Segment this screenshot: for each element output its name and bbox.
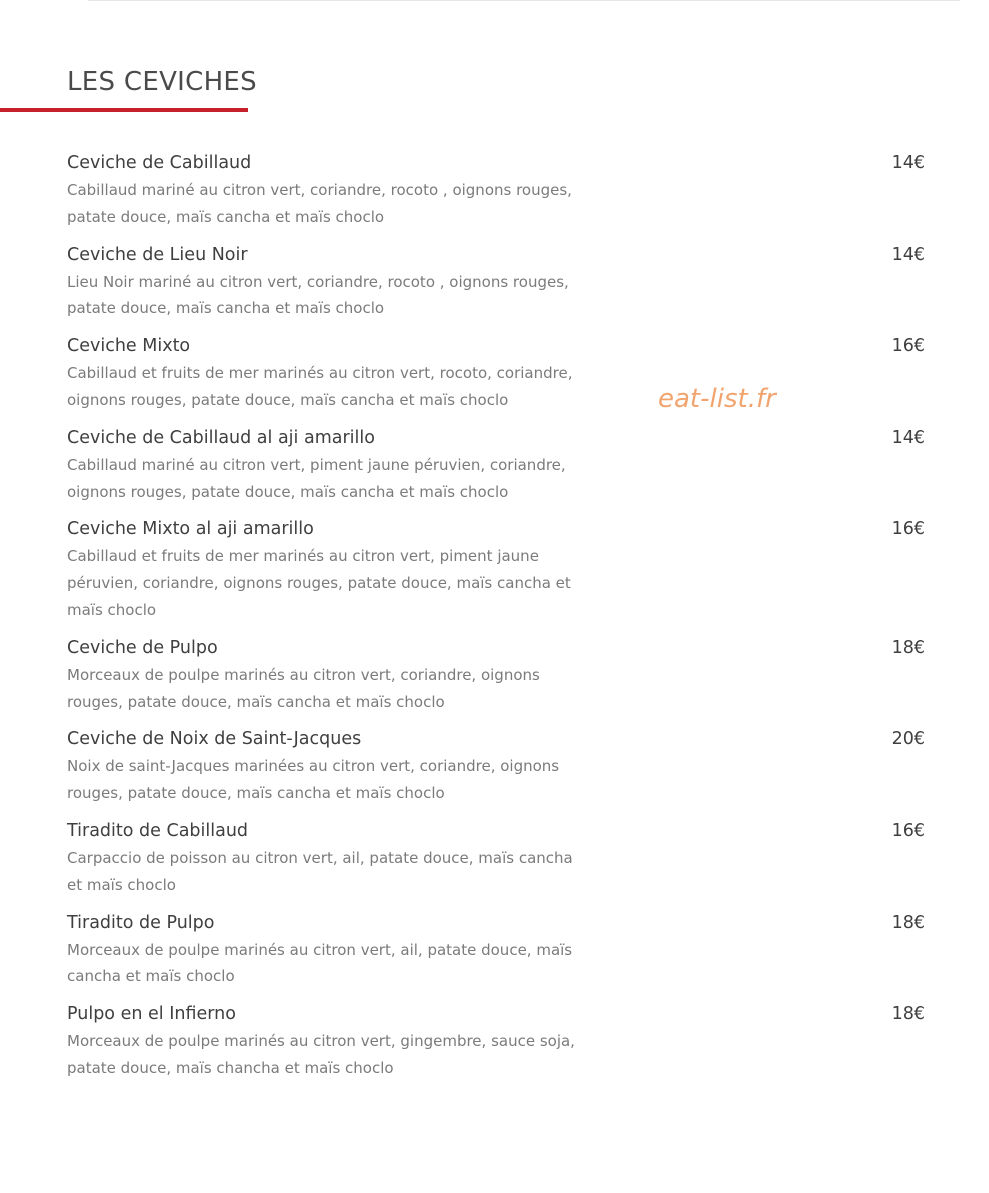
- item-price: 18€: [891, 912, 925, 933]
- item-description: Cabillaud et fruits de mer marinés au citron vert, rocoto, coriandre, oignons rouges, patate douce, maïs cancha et maïs choclo: [67, 364, 573, 409]
- top-divider: [88, 0, 960, 1]
- menu-item: [67, 424, 929, 516]
- item-name: Ceviche de Pulpo: [67, 637, 218, 658]
- menu-list: [67, 149, 929, 1092]
- item-name: Ceviche de Noix de Saint-Jacques: [67, 729, 362, 750]
- menu-item: [67, 515, 929, 633]
- item-description: Morceaux de poulpe marinés au citron vert, coriandre, oignons rouges, patate douce, maïs cancha et maïs choclo: [67, 665, 540, 711]
- item-description: Carpaccio de poisson au citron vert, ail, patate douce, maïs cancha et maïs choclo: [67, 848, 573, 894]
- item-description: Morceaux de poulpe marinés au citron vert, gingembre, sauce soja, patate douce, maïs chancha et maïs choclo: [67, 1032, 575, 1077]
- item-name: Tiradito de Cabillaud: [67, 820, 249, 841]
- item-price: 14€: [891, 153, 925, 173]
- item-price: 16€: [891, 519, 925, 540]
- menu-item: [67, 817, 929, 909]
- item-price: 16€: [891, 336, 925, 357]
- section-title: LES CEVICHES: [67, 67, 257, 97]
- item-name: Ceviche Mixto al aji amarillo: [67, 519, 314, 540]
- item-name: Ceviche de Cabillaud al aji amarillo: [67, 427, 375, 448]
- menu-item: [67, 634, 929, 726]
- title-underline: [0, 108, 248, 112]
- item-name: Ceviche de Cabillaud: [67, 153, 252, 173]
- item-description: Cabillaud mariné au citron vert, piment jaune péruvien, coriandre, oignons rouges, patate douce, maïs cancha et maïs choclo: [67, 455, 566, 501]
- item-name: Tiradito de Pulpo: [67, 912, 215, 933]
- menu-item: [67, 1000, 929, 1092]
- item-description: Cabillaud mariné au citron vert, coriandre, rocoto , oignons rouges, patate douce, maïs cancha et maïs choclo: [67, 181, 572, 226]
- item-price: 14€: [891, 427, 925, 448]
- menu-item: [67, 909, 929, 1001]
- item-price: 18€: [891, 1004, 925, 1025]
- item-description: Noix de saint-Jacques marinées au citron vert, coriandre, oignons rouges, patate douce, maïs cancha et maïs choclo: [67, 757, 560, 803]
- item-price: 20€: [891, 729, 925, 750]
- item-description: Lieu Noir mariné au citron vert, coriandre, rocoto , oignons rouges, patate douce, maïs cancha et maïs choclo: [67, 272, 569, 318]
- item-price: 14€: [891, 244, 925, 265]
- menu-item: [67, 725, 929, 817]
- menu-item: [67, 241, 929, 333]
- item-name: Ceviche Mixto: [67, 336, 191, 357]
- watermark: eat-list.fr: [658, 384, 776, 414]
- item-price: 18€: [891, 637, 925, 658]
- menu-item: [67, 332, 929, 424]
- item-price: 16€: [891, 820, 925, 841]
- item-name: Ceviche de Lieu Noir: [67, 244, 248, 265]
- item-description: Morceaux de poulpe marinés au citron vert, ail, patate douce, maïs cancha et maïs choclo: [67, 940, 573, 986]
- item-description: Cabillaud et fruits de mer marinés au citron vert, piment jaune péruvien, coriandre, oignons rouges, patate douce, maïs cancha et maïs choclo: [67, 547, 571, 619]
- menu-item: [67, 149, 929, 241]
- item-name: Pulpo en el Infierno: [67, 1004, 236, 1025]
